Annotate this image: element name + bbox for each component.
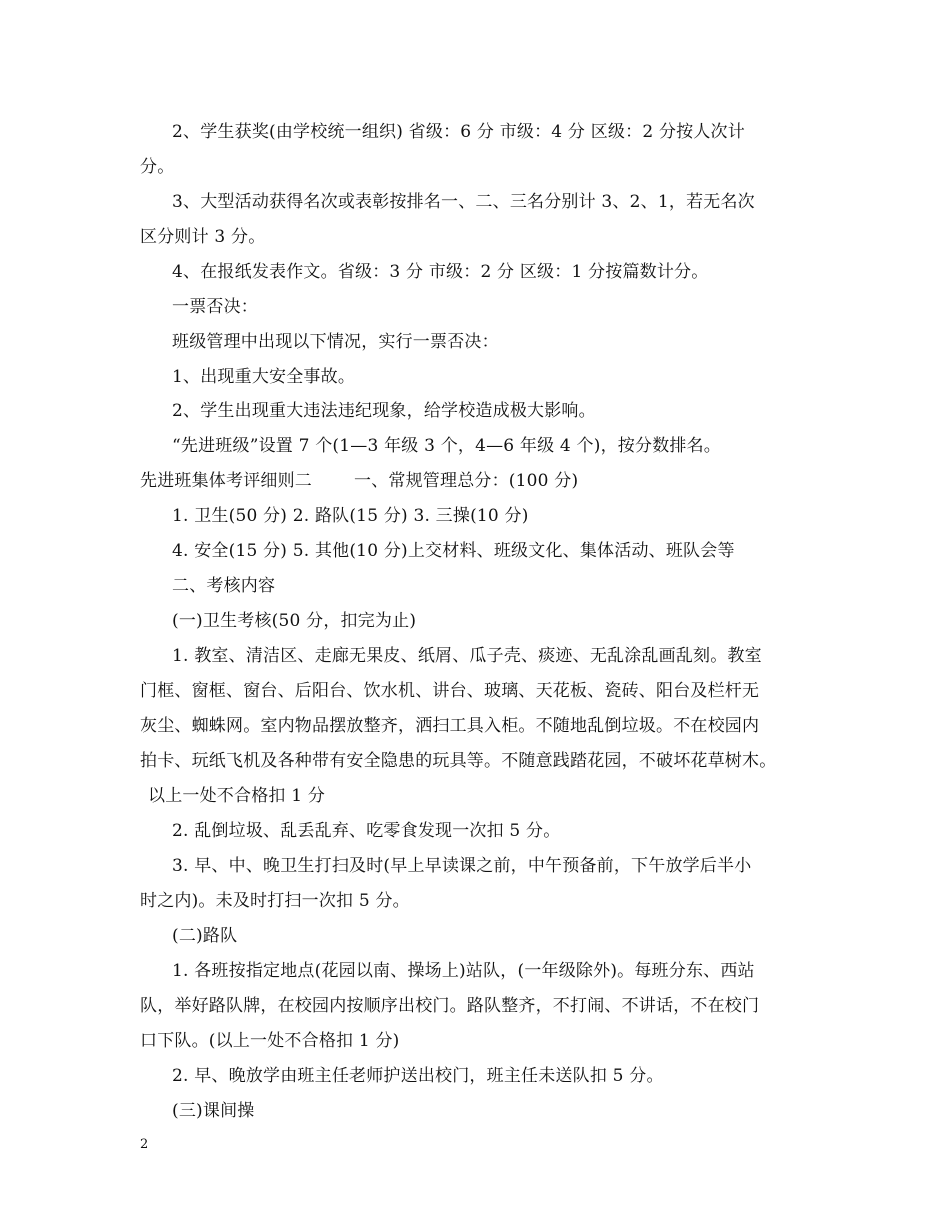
text-line: 时之内)。未及时打扫一次扣 5 分。	[140, 891, 410, 911]
text-line: 2、学生获奖(由学校统一组织) 省级：6 分 市级：4 分 区级：2 分按人次计	[172, 122, 745, 142]
text-line: 3. 早、中、晚卫生打扫及时(早上早读课之前，中午预备前，下午放学后半小	[172, 856, 752, 876]
subsection-heading: (一)卫生考核(50 分，扣完为止)	[172, 611, 417, 631]
doc-subtitle: 先进班集体考评细则二	[140, 471, 312, 491]
text-line: 以上一处不合格扣 1 分	[148, 786, 326, 806]
text-line: 区分则计 3 分。	[140, 227, 266, 247]
subsection-heading: (二)路队	[172, 926, 238, 946]
text-line: 班级管理中出现以下情况，实行一票否决：	[172, 332, 499, 352]
text-line: 4、在报纸发表作文。省级：3 分 市级：2 分 区级：1 分按篇数计分。	[172, 262, 709, 282]
section-heading: 二、考核内容	[172, 576, 276, 596]
text-line: 1. 卫生(50 分) 2. 路队(15 分) 3. 三操(10 分)	[172, 506, 529, 526]
text-line: 队，举好路队牌，在校园内按顺序出校门。路队整齐，不打闹、不讲话，不在校门	[140, 996, 760, 1016]
text-line: 1. 教室、清洁区、走廊无果皮、纸屑、瓜子壳、痰迹、无乱涂乱画乱刻。教室	[172, 646, 762, 666]
page-number: 2	[140, 1137, 149, 1152]
text-line: 口下队。(以上一处不合格扣 1 分)	[140, 1031, 400, 1051]
text-line: 4. 安全(15 分) 5. 其他(10 分)上交材料、班级文化、集体活动、班队会等	[172, 541, 735, 561]
section-heading: 一、常规管理总分：(100 分)	[354, 471, 579, 491]
section-title-line	[140, 469, 578, 493]
text-line: 灰尘、蜘蛛网。室内物品摆放整齐，洒扫工具入柜。不随地乱倒垃圾。不在校园内	[140, 716, 760, 736]
text-line: 分。	[140, 157, 175, 177]
text-line: 1. 各班按指定地点(花园以南、操场上)站队，(一年级除外)。每班分东、西站	[172, 961, 755, 981]
text-line: 2. 早、晚放学由班主任老师护送出校门，班主任未送队扣 5 分。	[172, 1066, 664, 1086]
text-line: 3、大型活动获得名次或表彰按排名一、二、三名分别计 3、2、1，若无名次	[172, 192, 755, 212]
text-line: 门框、窗框、窗台、后阳台、饮水机、讲台、玻璃、天花板、瓷砖、阳台及栏杆无	[140, 681, 760, 701]
text-line: “先进班级”设置 7 个(1—3 年级 3 个，4—6 年级 4 个)，按分数排名。	[172, 436, 721, 456]
list-item: 1、出现重大安全事故。	[172, 367, 356, 387]
text-line: 拍卡、玩纸飞机及各种带有安全隐患的玩具等。不随意践踏花园，不破坏花草树木。	[140, 751, 777, 771]
subsection-heading: (三)课间操	[172, 1101, 255, 1121]
section-heading: 一票否决：	[172, 297, 258, 317]
text-line: 2. 乱倒垃圾、乱丢乱弃、吃零食发现一次扣 5 分。	[172, 821, 561, 841]
list-item: 2、学生出现重大违法违纪现象，给学校造成极大影响。	[172, 401, 596, 421]
